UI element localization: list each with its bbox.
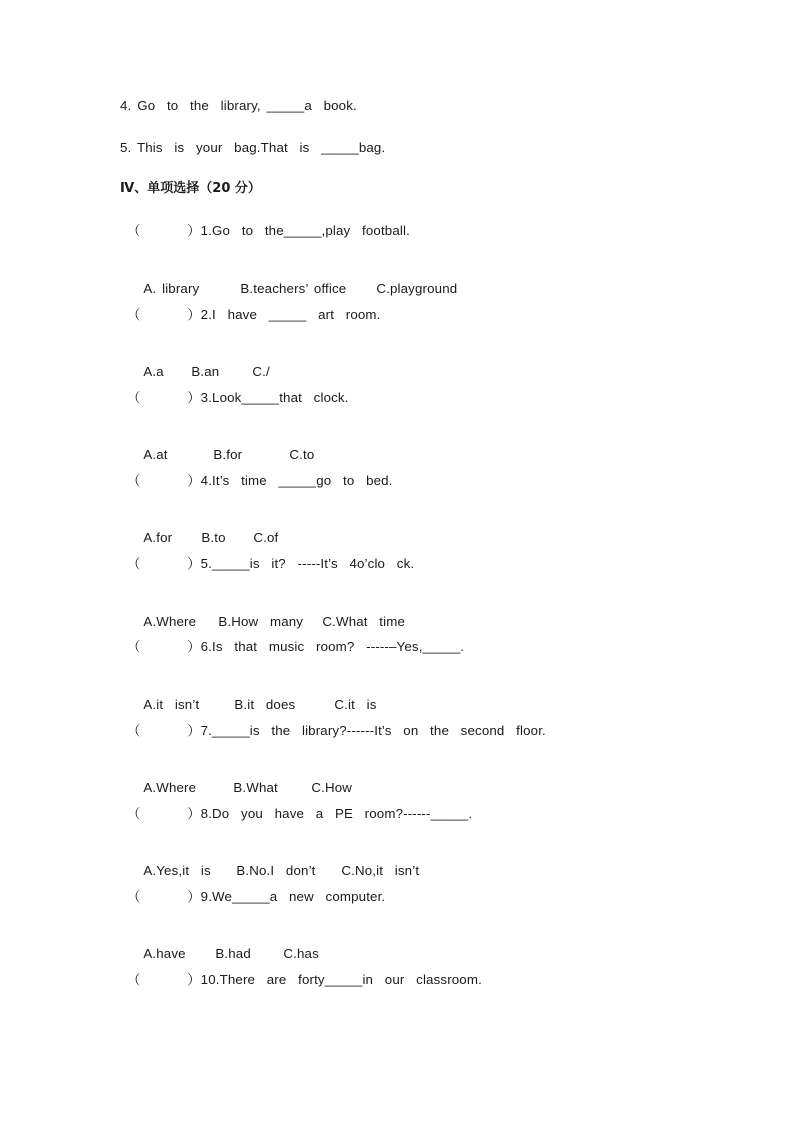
question-1-options (120, 265, 457, 313)
section-heading: Ⅳ、单项选择（20 分） (120, 181, 261, 196)
question-9-stem: （ ）9.We_____a new computer. (127, 889, 386, 904)
option-b: B.had (215, 946, 251, 961)
fill-blank-item-4: 4. Go to the library, _____a book. (120, 98, 357, 113)
option-b: B.for (213, 447, 243, 462)
question-10-stem: （ ）10.There are forty_____in our classroom. (127, 972, 482, 987)
question-1-stem: （ ）1.Go to the_____,play football. (127, 223, 410, 238)
question-4-stem: （ ）4.It’s time _____go to bed. (127, 473, 393, 488)
option-b: B.teachers’ office (240, 281, 347, 296)
question-3-stem: （ ）3.Look_____that clock. (127, 390, 349, 405)
question-8-stem: （ ）8.Do you have a PE room?------_____. (127, 806, 473, 821)
question-8-options (120, 847, 419, 895)
option-b: B.What (233, 780, 278, 795)
option-c: C.What time (322, 614, 406, 629)
option-b: B.to (201, 530, 226, 545)
question-2-stem: （ ）2.I have _____ art room. (127, 307, 381, 322)
question-3-options (120, 431, 314, 479)
fill-blank-item-5: 5. This is your bag.That is _____bag. (120, 140, 386, 155)
question-4-options (120, 514, 278, 562)
option-b: B.an (191, 364, 220, 379)
option-c: C.playground (376, 281, 458, 296)
option-c: C./ (252, 364, 270, 379)
option-a: A.Yes,it is (143, 863, 211, 878)
option-c: C.has (283, 946, 319, 961)
option-c: C.How (311, 780, 353, 795)
option-b: B.How many (218, 614, 304, 629)
option-a: A. library (143, 281, 200, 296)
option-c: C.No,it isn’t (341, 863, 420, 878)
option-a: A.Where (143, 614, 197, 629)
question-6-options (120, 681, 377, 729)
option-c: C.of (253, 530, 279, 545)
option-a: A.have (143, 946, 186, 961)
option-c: C.it is (334, 697, 377, 712)
option-b: B.No.I don’t (236, 863, 316, 878)
question-7-options (120, 764, 352, 812)
option-a: A.for (143, 530, 173, 545)
option-a: A.it isn’t (143, 697, 200, 712)
question-6-stem: （ ）6.Is that music room? -----–Yes,_____. (127, 639, 465, 654)
question-9-options (120, 930, 319, 978)
option-b: B.it does (234, 697, 296, 712)
question-2-options (120, 348, 270, 396)
option-c: C.to (289, 447, 315, 462)
option-a: A.Where (143, 780, 197, 795)
option-a: A.a (143, 364, 164, 379)
question-5-stem: （ ）5._____is it? -----It’s 4o’clo ck. (127, 556, 415, 571)
question-7-stem: （ ）7._____is the library?------It’s on the second floor. (127, 723, 546, 738)
option-a: A.at (143, 447, 168, 462)
